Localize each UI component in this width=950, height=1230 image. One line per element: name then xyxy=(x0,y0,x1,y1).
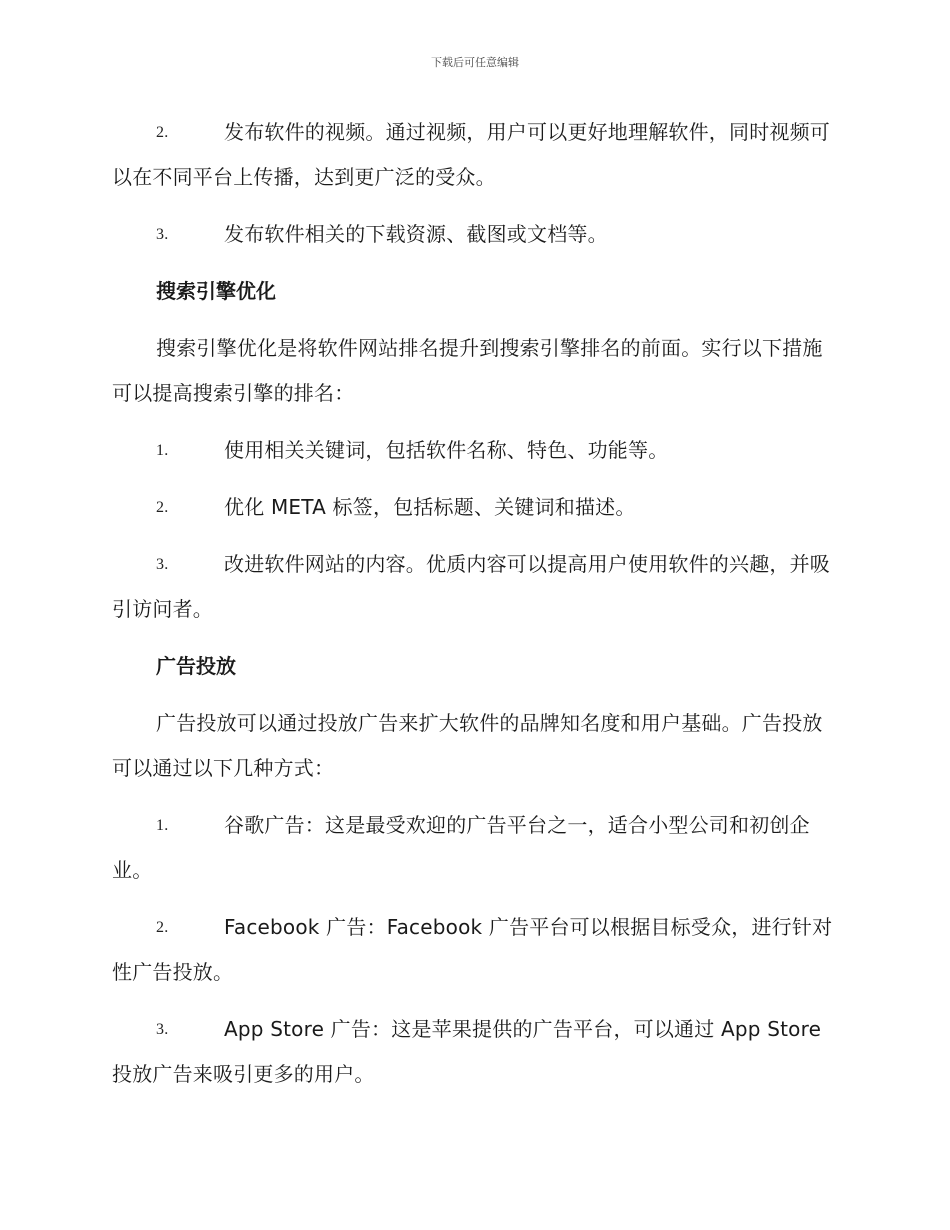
list-item-text: 发布软件相关的下载资源、截图或文档等。 xyxy=(224,222,608,246)
list-item xyxy=(112,905,837,995)
section-heading-ads: 广告投放 xyxy=(156,654,236,678)
list-item-text: 使用相关关键词，包括软件名称、特色、功能等。 xyxy=(224,438,669,462)
list-item-text: App Store 广告：这是苹果提供的广告平台，可以通过 App Store 投放广告来吸引更多的用户。 xyxy=(112,1017,822,1086)
list-item xyxy=(112,542,837,632)
list-number: 2. xyxy=(156,499,169,516)
list-item-text: 发布软件的视频。通过视频，用户可以更好地理解软件，同时视频可以在不同平台上传播，达到更广泛的受众。 xyxy=(112,120,830,189)
paragraph-ads-intro: 广告投放可以通过投放广告来扩大软件的品牌知名度和用户基础。广告投放可以通过以下几种方式： xyxy=(112,711,823,780)
list-number: 3. xyxy=(156,1021,169,1038)
list-item xyxy=(112,1007,837,1097)
list-item xyxy=(112,803,837,893)
list-item xyxy=(112,428,837,473)
list-item xyxy=(112,212,837,257)
page-header: 下载后可任意编辑 xyxy=(431,56,519,69)
list-number: 1. xyxy=(156,817,169,834)
list-number: 3. xyxy=(156,226,169,243)
document-body xyxy=(112,110,837,1109)
list-item-text: 优化 META 标签，包括标题、关键词和描述。 xyxy=(224,495,636,519)
list-number: 2. xyxy=(156,919,169,936)
list-item-text: Facebook 广告：Facebook 广告平台可以根据目标受众，进行针对性广告投放。 xyxy=(112,915,833,984)
list-item-text: 谷歌广告：这是最受欢迎的广告平台之一，适合小型公司和初创企业。 xyxy=(112,813,810,882)
paragraph-seo-intro: 搜索引擎优化是将软件网站排名提升到搜索引擎排名的前面。实行以下措施可以提高搜索引擎的排名： xyxy=(112,336,823,405)
list-item xyxy=(112,485,837,530)
list-item xyxy=(112,110,837,200)
list-number: 2. xyxy=(156,124,169,141)
list-number: 1. xyxy=(156,442,169,459)
list-item-text: 改进软件网站的内容。优质内容可以提高用户使用软件的兴趣，并吸引访问者。 xyxy=(112,552,830,621)
section-heading-seo: 搜索引擎优化 xyxy=(156,279,276,303)
list-number: 3. xyxy=(156,556,169,573)
